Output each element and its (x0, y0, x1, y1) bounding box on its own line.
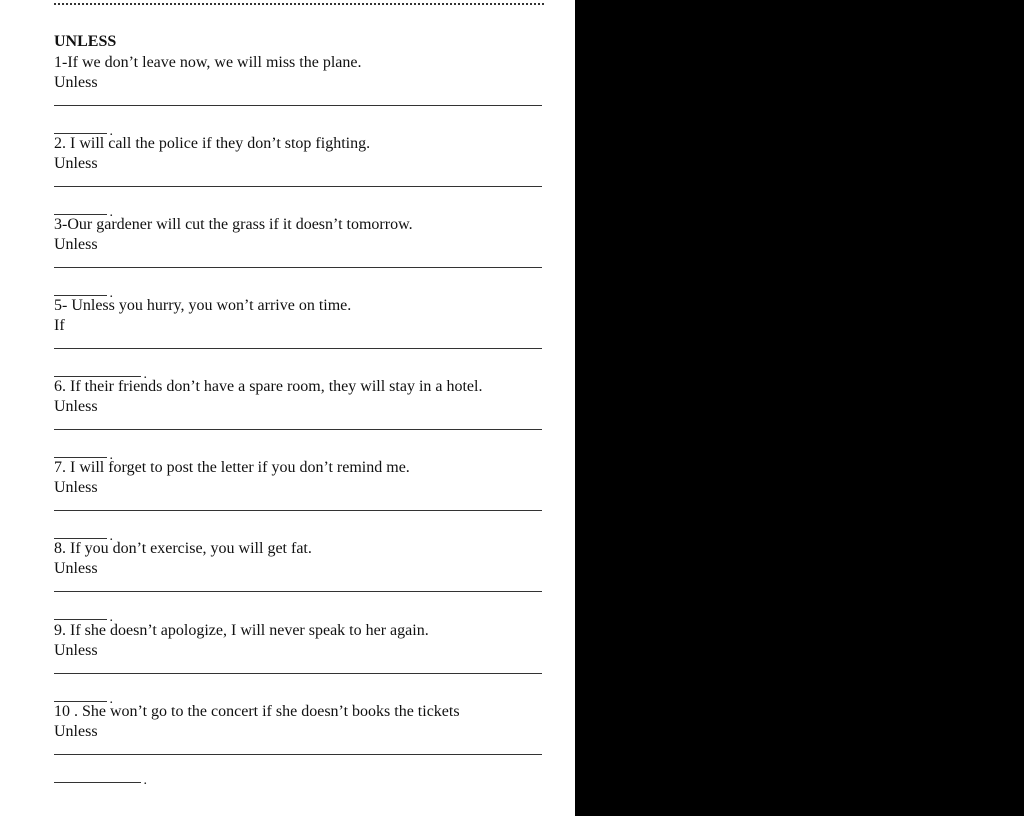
answer-line[interactable] (54, 673, 542, 674)
answer-line-continuation[interactable] (54, 609, 113, 625)
answer-line[interactable] (54, 429, 542, 430)
exercise-starter: Unless (54, 642, 98, 659)
exercise-item (54, 377, 544, 463)
end-mark: . (143, 773, 147, 788)
exercise-item (54, 53, 544, 139)
exercise-starter: Unless (54, 398, 98, 415)
answer-line[interactable] (54, 510, 542, 511)
answer-line[interactable] (54, 754, 542, 755)
answer-line-continuation[interactable] (54, 123, 113, 139)
exercise-starter: Unless (54, 236, 98, 253)
end-mark: . (109, 610, 113, 625)
exercise-starter: Unless (54, 74, 98, 91)
end-mark: . (143, 367, 147, 382)
end-mark: . (109, 529, 113, 544)
exercise-item (54, 458, 544, 544)
exercise-starter: Unless (54, 479, 98, 496)
exercise-item (54, 134, 544, 220)
answer-line-continuation[interactable] (54, 691, 113, 707)
end-mark: . (109, 205, 113, 220)
exercise-starter: Unless (54, 155, 98, 172)
exercise-item (54, 215, 544, 301)
answer-line-continuation[interactable] (54, 772, 147, 788)
answer-line-continuation[interactable] (54, 366, 147, 382)
answer-line-continuation[interactable] (54, 528, 113, 544)
end-mark: . (109, 692, 113, 707)
exercise-prompt: 10 . She won’t go to the concert if she doesn’t books the tickets (54, 703, 460, 720)
exercise-item (54, 296, 544, 382)
exercise-item (54, 539, 544, 625)
worksheet-title: UNLESS (54, 33, 117, 50)
answer-line[interactable] (54, 591, 542, 592)
exercise-prompt: 1-If we don’t leave now, we will miss the plane. (54, 54, 362, 71)
answer-line[interactable] (54, 348, 542, 349)
exercise-prompt: 5- Unless you hurry, you won’t arrive on time. (54, 297, 352, 314)
answer-line[interactable] (54, 186, 542, 187)
exercise-prompt: 3-Our gardener will cut the grass if it doesn’t tomorrow. (54, 216, 413, 233)
answer-line[interactable] (54, 267, 542, 268)
answer-line-continuation[interactable] (54, 285, 113, 301)
exercise-starter: Unless (54, 560, 98, 577)
end-mark: . (109, 448, 113, 463)
exercise-prompt: 6. If their friends don’t have a spare room, they will stay in a hotel. (54, 378, 483, 395)
exercise-starter: If (54, 317, 65, 334)
exercise-item (54, 621, 544, 707)
exercise-item (54, 702, 544, 788)
answer-line-continuation[interactable] (54, 447, 113, 463)
end-mark: . (109, 124, 113, 139)
exercise-starter: Unless (54, 723, 98, 740)
exercise-prompt: 8. If you don’t exercise, you will get fat. (54, 540, 312, 557)
exercise-prompt: 9. If she doesn’t apologize, I will never speak to her again. (54, 622, 429, 639)
exercise-prompt: 2. I will call the police if they don’t stop fighting. (54, 135, 371, 152)
top-dotted-divider (54, 3, 544, 5)
answer-line-continuation[interactable] (54, 204, 113, 220)
exercise-prompt: 7. I will forget to post the letter if you don’t remind me. (54, 459, 410, 476)
end-mark: . (109, 286, 113, 301)
answer-line[interactable] (54, 105, 542, 106)
